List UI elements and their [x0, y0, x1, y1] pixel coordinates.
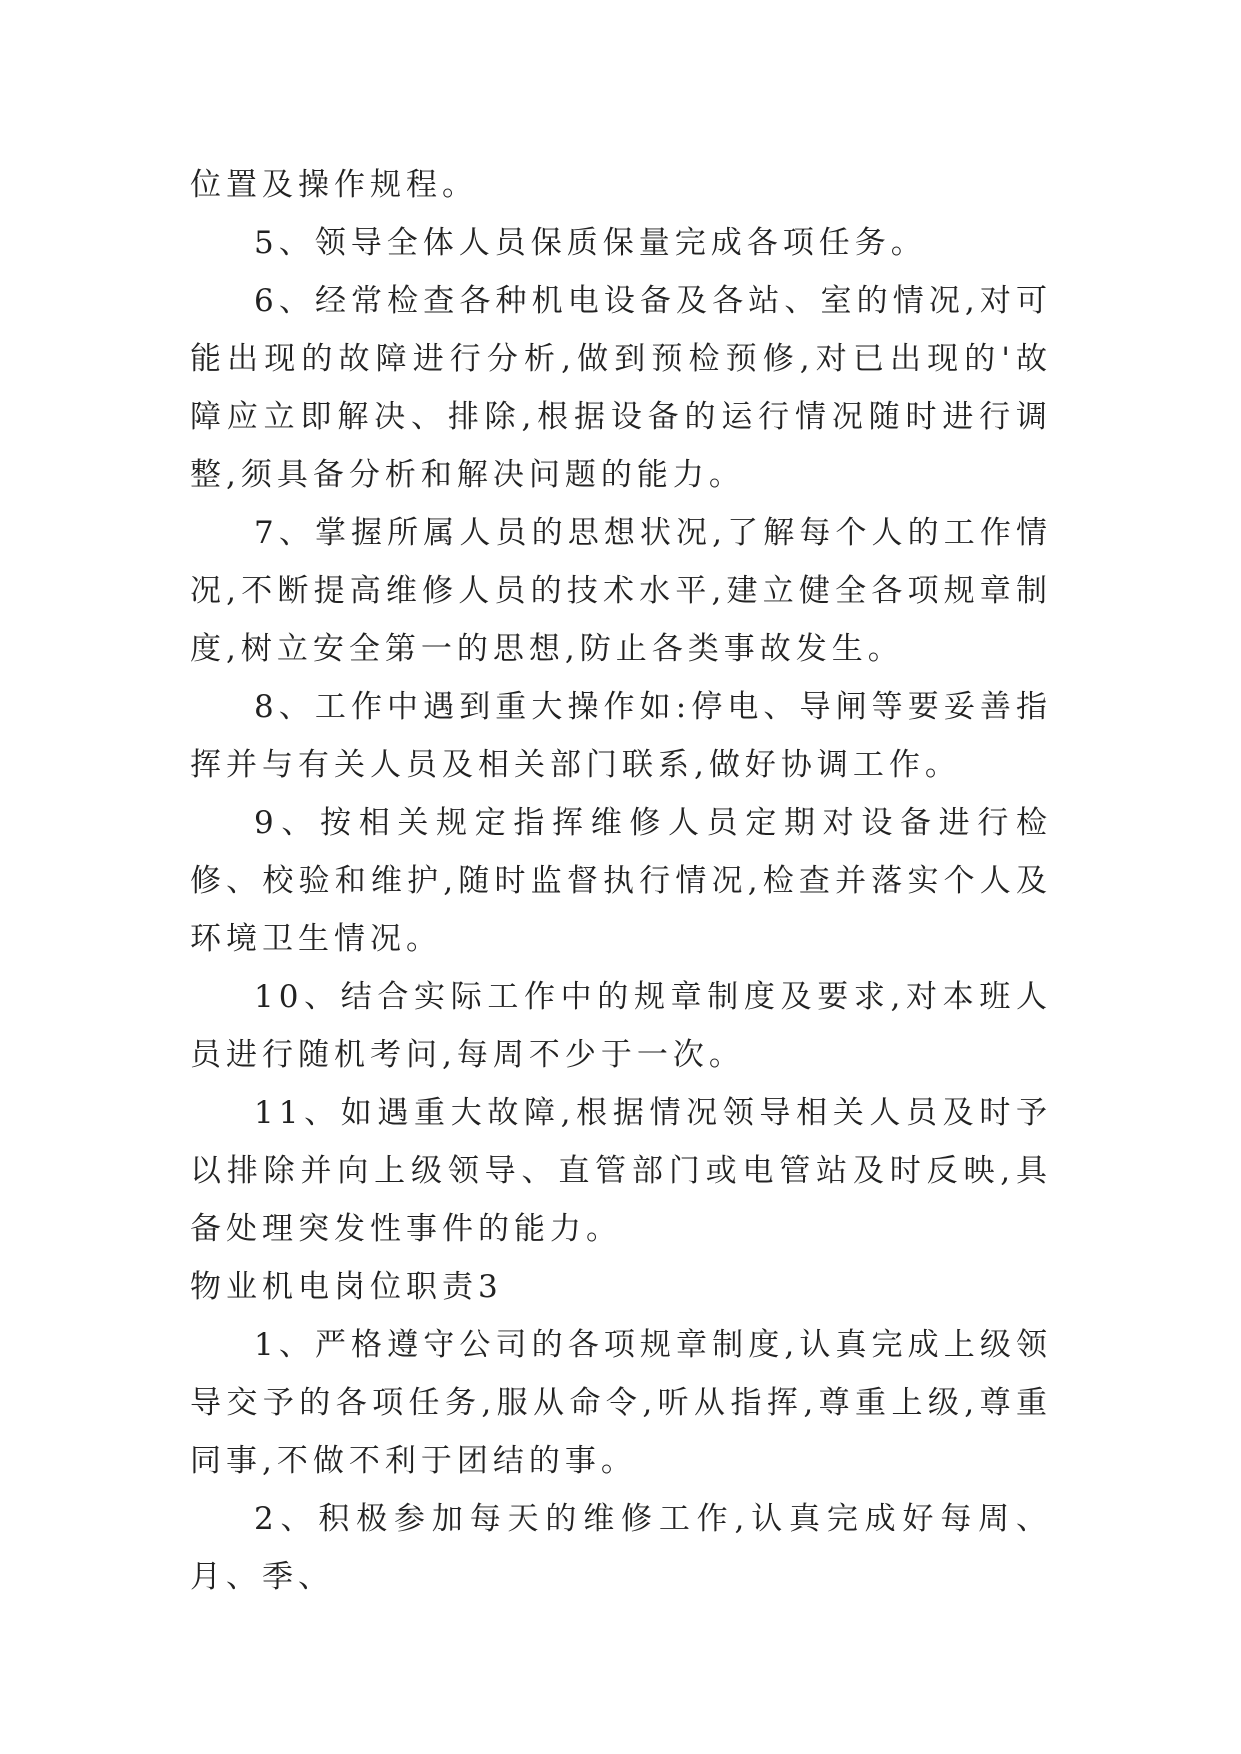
paragraph-item-8: 8、工作中遇到重大操作如:停电、导闸等要妥善指挥并与有关人员及相关部门联系,做好协调工作。	[190, 689, 1052, 783]
paragraph-item-5: 5、领导全体人员保质保量完成各项任务。	[254, 225, 927, 261]
paragraph-item-1: 1、严格遵守公司的各项规章制度,认真完成上级领导交予的各项任务,服从命令,听从指挥,尊重上级,尊重同事,不做不利于团结的事。	[190, 1327, 1052, 1479]
paragraph-item-7: 7、掌握所属人员的思想状况,了解每个人的工作情况,不断提高维修人员的技术水平,建立健全各项规章制度,树立安全第一的思想,防止各类事故发生。	[190, 515, 1052, 667]
paragraph-item-11: 11、如遇重大故障,根据情况领导相关人员及时予以排除并向上级领导、直管部门或电管站及时反映,具备处理突发性事件的能力。	[190, 1095, 1052, 1247]
paragraph-item-10: 10、结合实际工作中的规章制度及要求,对本班人员进行随机考问,每周不少于一次。	[190, 979, 1052, 1073]
paragraph: 位置及操作规程。	[190, 167, 478, 203]
document-body	[190, 156, 1052, 1606]
paragraph-item-9: 9、按相关规定指挥维修人员定期对设备进行检修、校验和维护,随时监督执行情况,检查并落实个人及环境卫生情况。	[190, 805, 1052, 957]
paragraph-item-6: 6、经常检查各种机电设备及各站、室的情况,对可能出现的故障进行分析,做到预检预修,对已出现的'故障应立即解决、排除,根据设备的运行情况随时进行调整,须具备分析和解决问题的能力。	[190, 283, 1052, 493]
section-heading: 物业机电岗位职责3	[190, 1269, 503, 1305]
paragraph-item-2: 2、积极参加每天的维修工作,认真完成好每周、月、季、	[190, 1501, 1052, 1595]
